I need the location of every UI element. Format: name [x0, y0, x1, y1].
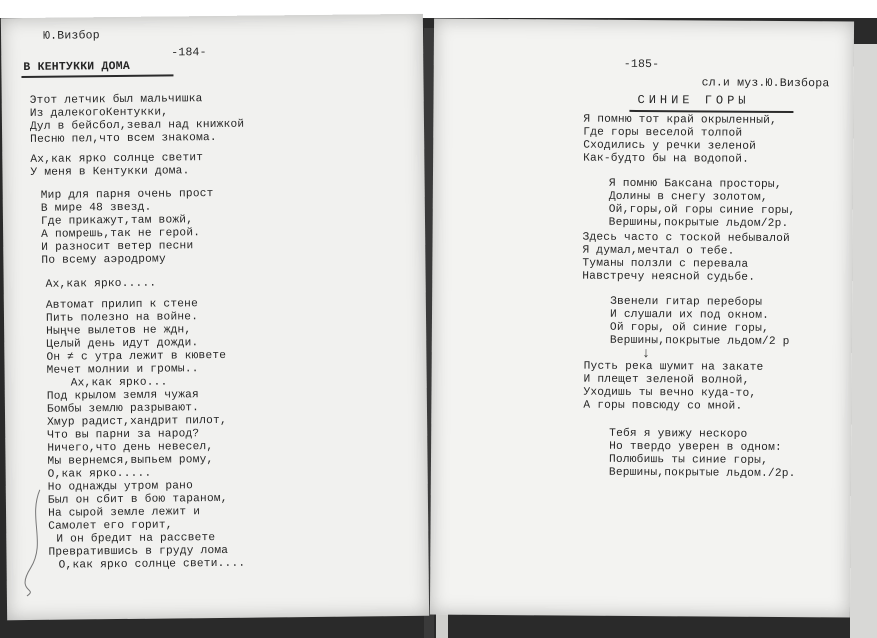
- left-page: [1, 14, 429, 620]
- right-line: Вершины,покрытые льдом./2р.: [608, 466, 796, 481]
- right-line: Вершины,покрытые льдом/2р.: [608, 216, 789, 231]
- left-line: Он ≠ с утра лежит в кювете: [46, 349, 227, 364]
- right-line: Звенели гитар переборы: [610, 295, 763, 309]
- right-line: Я помню Баксана просторы,: [608, 177, 782, 191]
- right-title-underline: [629, 110, 793, 113]
- right-line: Здесь часто с тоской небывалой: [582, 231, 791, 246]
- left-line: На сырой земле лежит и: [47, 506, 201, 520]
- right-line: Пусть река шумит на закате: [583, 360, 764, 374]
- left-line: Мы вернемся,выпьем рому,: [47, 454, 214, 468]
- left-line: О,как ярко.....: [47, 467, 152, 481]
- left-line: Хмур радист,хандрит пилот,: [47, 414, 227, 429]
- right-line: Как-будто бы на водопой.: [583, 152, 750, 166]
- left-line: Где прикажут,там вожй,: [40, 214, 194, 228]
- left-author: Ю.Визбор: [42, 29, 100, 43]
- left-line: О,как ярко солнце свети....: [58, 557, 246, 572]
- right-page: [430, 19, 854, 618]
- right-author: сл.и муз.Ю.Визбора: [701, 76, 830, 91]
- right-line: Долины в снегу золотом,: [608, 190, 768, 204]
- right-line: Полюбишь ты синие горы,: [608, 453, 769, 467]
- right-line: Ой,горы,ой горы синие горы,: [608, 203, 796, 218]
- right-line: А горы повсюду со мной.: [583, 399, 743, 413]
- left-line: Что вы парни за народ?: [47, 428, 200, 442]
- pencil-scribble-mark: [20, 488, 51, 598]
- left-song-title: В КЕНТУККИ ДОМА: [23, 59, 130, 74]
- right-line: И плещет зеленой волной,: [583, 373, 750, 387]
- left-line: Песню пел,что всем знакома.: [30, 131, 217, 146]
- left-line: Ничего,что день невесел,: [47, 441, 214, 455]
- right-song-title: СИНИЕ ГОРЫ: [637, 92, 750, 108]
- left-line: Самолет его горит,: [48, 519, 173, 533]
- left-line: Под крылом земля чужая: [46, 389, 199, 403]
- left-line: Ныңче вылетов не ждн,: [46, 324, 192, 338]
- right-line: Где горы веселой толпой: [583, 126, 743, 140]
- left-page-number: -184-: [171, 46, 207, 60]
- right-line: Ой горы, ой синие горы,: [609, 321, 769, 335]
- right-line: Тебя я увижу нескоро: [609, 427, 748, 441]
- left-line: А помрешь,так не герой.: [41, 227, 201, 241]
- left-line: Ах,как ярко...: [70, 376, 168, 390]
- left-line: Этот летчик был мальчишка: [29, 93, 203, 107]
- right-page-number: -185-: [623, 57, 660, 72]
- down-arrow-mark-icon: ↓: [641, 345, 651, 363]
- left-line: Автомат прилип к стене: [45, 298, 199, 312]
- left-line: Но однажды утром рано: [47, 480, 194, 494]
- left-line: У меня в Кентукки дома.: [30, 165, 190, 179]
- left-line: Мир для парня очень прост: [40, 188, 214, 202]
- left-line: Из далекогоКентукки,: [29, 106, 169, 120]
- right-line: Но твердо уверен в одном:: [609, 440, 782, 454]
- left-line: Целый день идут дожди.: [46, 337, 199, 351]
- left-line: Пить полезно на войне.: [45, 311, 199, 325]
- left-line: Ах,как ярко.....: [45, 277, 157, 291]
- page-edges: [850, 44, 877, 638]
- right-line: И слушали их под окном.: [609, 308, 770, 322]
- right-line: Сходились у речки зеленой: [583, 139, 757, 153]
- right-line: Я помню тот край окрыленный,: [583, 113, 778, 127]
- right-line: Вершины,покрытые льдом/2 р: [609, 334, 790, 349]
- left-line: Превратившись в груду лома: [48, 544, 229, 559]
- left-line: Ах,как ярко солнце светит: [30, 152, 204, 166]
- right-line: Я думал,мечтал о тебе.: [582, 244, 735, 258]
- left-line: Дул в бейсбол,зевал над книжкой: [29, 118, 245, 133]
- left-title-underline: [21, 74, 173, 77]
- left-line: Был он сбит в бою тараном,: [47, 492, 228, 507]
- right-line: Туманы ползли с перевала: [582, 257, 749, 271]
- right-line: Уходишь ты вечно куда-то,: [583, 386, 757, 400]
- left-line: Бомбы землю разрывают.: [46, 402, 200, 416]
- right-line: Навстречу неясной судьбе.: [582, 270, 756, 284]
- left-line: И разносит ветер песни: [41, 240, 194, 254]
- left-line: В мире 48 звезд.: [40, 201, 152, 215]
- left-line: Мечет молнии и громы..: [46, 363, 199, 377]
- left-line: По всему аэродрому: [41, 253, 166, 267]
- left-line: И он бредит на рассвете: [56, 532, 216, 546]
